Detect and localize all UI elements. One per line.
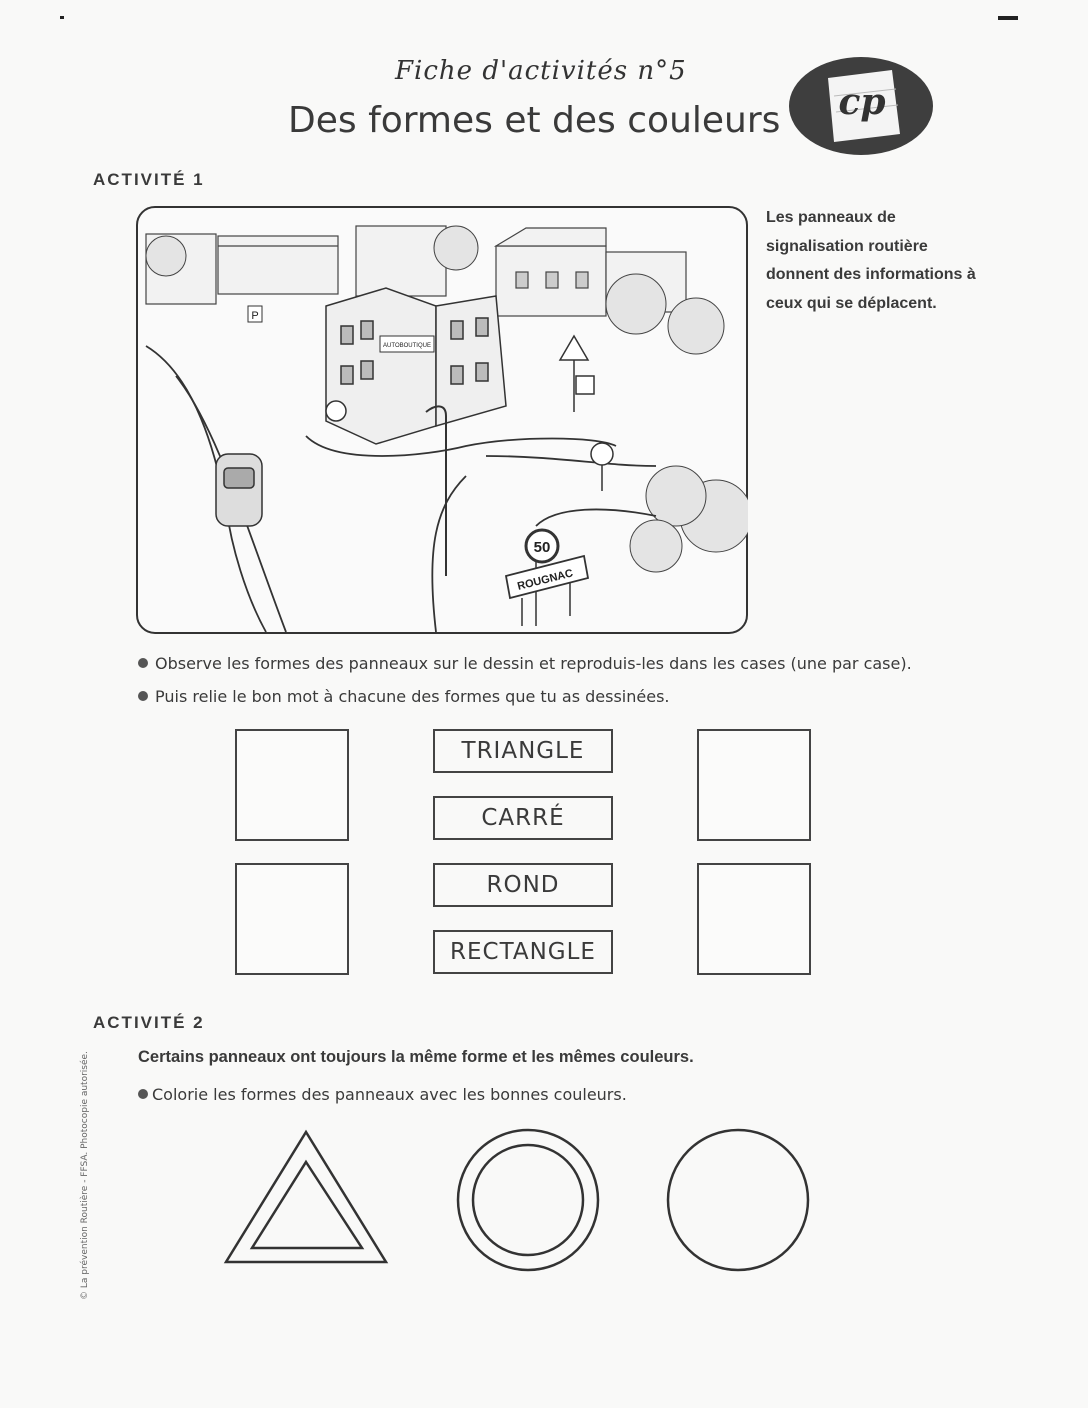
instruction-link-words: [138, 687, 670, 706]
drawing-box-bottom-right[interactable]: [697, 863, 811, 975]
ring-circle-sign-shape[interactable]: [458, 1130, 598, 1270]
instruction-color-shapes: [138, 1085, 627, 1104]
worksheet-subtitle: Fiche d'activités n°5: [395, 56, 687, 86]
bullet-icon: [138, 1089, 148, 1099]
activity-1-intro: Les panneaux de signalisation routière donnent des informations à ceux qui se déplacent.: [766, 209, 976, 312]
drawing-box-bottom-left[interactable]: [235, 863, 349, 975]
town-sign-text: ROUGNAC: [516, 567, 575, 593]
instruction-text: Puis relie le bon mot à chacune des formes que tu as dessinées.: [155, 687, 670, 706]
activity-2-lead: Certains panneaux ont toujours la même forme et les mêmes couleurs.: [138, 1048, 694, 1066]
word-box-rectangle[interactable]: RECTANGLE: [433, 930, 613, 974]
page-title: Des formes et des couleurs: [288, 100, 781, 141]
speed-limit-text: 50: [533, 539, 551, 556]
drawing-box-top-right[interactable]: [697, 729, 811, 841]
triangle-sign-shape[interactable]: [226, 1132, 386, 1262]
instruction-text: Observe les formes des panneaux sur le dessin et reproduis-les dans les cases (une par case).: [155, 654, 912, 673]
street-scene-illustration: [136, 206, 748, 634]
instruction-draw-shapes: [138, 654, 912, 673]
activity-1-heading: ACTIVITÉ 1: [93, 170, 205, 189]
svg-text:P: P: [251, 310, 259, 322]
badge-label: cp: [838, 81, 886, 123]
bullet-icon: [138, 691, 148, 701]
instruction-text: Colorie les formes des panneaux avec les bonnes couleurs.: [152, 1085, 627, 1104]
sign-shapes-to-color: [220, 1122, 820, 1282]
circle-sign-shape[interactable]: [668, 1130, 808, 1270]
bullet-icon: [138, 658, 148, 668]
corner-mark-right: [998, 16, 1018, 20]
corner-mark-left: [60, 16, 64, 19]
activity-2-heading: ACTIVITÉ 2: [93, 1013, 205, 1032]
drawing-box-top-left[interactable]: [235, 729, 349, 841]
word-box-triangle[interactable]: TRIANGLE: [433, 729, 613, 773]
copyright-credit: © La prévention Routière - FFSA. Photocopie autorisée.: [80, 1051, 90, 1300]
cp-badge-logo: [788, 56, 934, 156]
word-box-rond[interactable]: ROND: [433, 863, 613, 907]
word-box-carre[interactable]: CARRÉ: [433, 796, 613, 840]
shop-sign-text: AUTOBOUTIQUE: [383, 343, 431, 349]
